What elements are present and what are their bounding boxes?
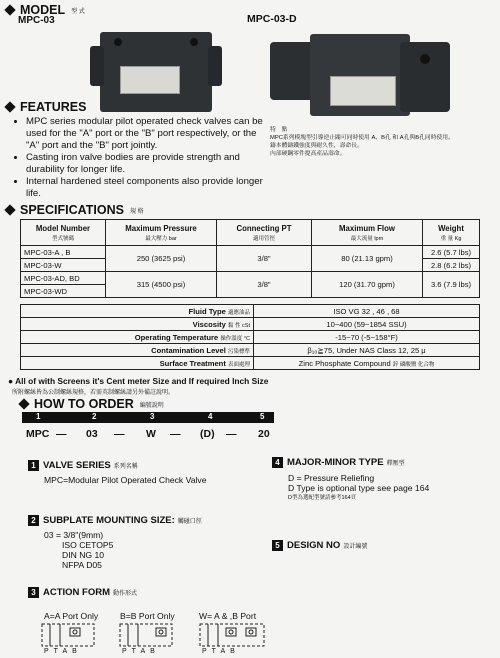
prop-row: Operating Temperature 操作溫度 °C -15~70 (-5~158°F)	[21, 331, 480, 344]
order-number-bar: 1 2 3 4 5	[22, 412, 274, 423]
table-row: MPC-03-W 2.8 (6.2 lbs)	[21, 259, 480, 272]
specs-note: ● All of with Screens it's Cent meter Size and If required Inch Size	[8, 376, 269, 386]
subplate-heading: 2 SUBPLATE MOUNTING SIZE: 觸碰口徑	[28, 515, 202, 526]
valve-image-mpc-03	[90, 26, 222, 114]
model-heading: MODEL 型 式	[6, 3, 85, 17]
action-form-heading: 3 ACTION FORM 動作形式	[28, 587, 137, 598]
prop-row: Fluid Type 適應油品 ISO VG 32 , 46 , 68	[21, 305, 480, 318]
specs-heading: SPECIFICATIONS 規 格	[6, 203, 144, 217]
features-list	[12, 116, 272, 200]
features-cjk: 特 點 MPC系列模塊型引導逆止閥可同時使用 A、B孔 和 A孔與B孔同時使用。 鑄本體鑄鐵強度與耐久性，壽命長。 內部硬鋼零件提高產品壽命。	[270, 127, 454, 157]
prop-row: Contamination Level 污染標準 β₁₀≧75, Under NAS Class 12, 25 μ	[21, 344, 480, 357]
major-minor-lines: D = Pressure Reliefing D Type is optional type see page 164 D型為選配型號請參考164頁	[288, 473, 430, 501]
action-form-w: W= A & ,B Port	[199, 611, 257, 621]
valve-image-mpc-03-d	[260, 26, 452, 126]
valve-series-text: MPC=Modular Pilot Operated Check Valve	[44, 475, 207, 485]
features-heading: FEATURES	[6, 100, 86, 114]
diamond-bullet-icon	[4, 204, 15, 215]
col-model: Model Number 型式號碼	[21, 220, 106, 246]
subplate-lines: 03 = 3/8"(9mm) ISO CETOP5 DIN NG 10 NFPA D05	[44, 530, 114, 570]
specs-props-table	[20, 304, 480, 370]
prop-row: Viscosity 黏 性 cSt 10~400 (59~1854 SSU)	[21, 318, 480, 331]
specs-note-cjk: 所附螺絲皆為公制螺絲規格，若需英制螺絲請另外備註說明。	[12, 390, 175, 396]
col-weight: Weight 重 量 Kg	[423, 220, 480, 246]
diamond-bullet-icon	[18, 398, 29, 409]
diamond-bullet-icon	[4, 4, 15, 15]
major-minor-heading: 4 MAJOR-MINOR TYPE 釋壓型	[272, 457, 405, 468]
feature-item: • Casting iron valve bodies are provide strength and durability for longer life.	[26, 152, 272, 176]
col-pt: Connecting PT 適用管徑	[217, 220, 312, 246]
specs-header-row	[21, 220, 480, 246]
valve-series-heading: 1 VALVE SERIES 系列名稱	[28, 460, 138, 471]
order-heading: HOW TO ORDER 編號說明	[20, 397, 164, 411]
table-row: MPC-03-AD, BD 315 (4500 psi) 3/8" 120 (31.70 gpm) 3.6 (7.9 lbs)	[21, 272, 480, 285]
model-name-d: MPC-03-D	[247, 13, 297, 25]
feature-item: • MPC series modular pilot operated check valves can be used for the "A" port or the "B" port respectively, or the "A" port and the "B" port jointly.	[26, 116, 272, 152]
prop-row: Surface Treatment 表面處理 Zinc Phosphate Compound 鋅 磷酸鹽 化合物	[21, 357, 480, 370]
ports-a: PTAB	[44, 648, 82, 655]
order-codes: MPC — 03 — W — (D) — 20	[26, 428, 270, 440]
design-no-heading: 5 DESIGN NO 設計編號	[272, 540, 367, 551]
col-flow: Maximum Flow 最大流量 lpm	[312, 220, 423, 246]
col-pressure: Maximum Pressure 最大壓力 bar	[106, 220, 217, 246]
action-form-b: B=B Port Only	[120, 611, 175, 621]
model-name: MPC-03	[18, 15, 55, 26]
specs-table	[20, 219, 480, 298]
table-row: MPC-03-WD	[21, 285, 480, 298]
diamond-bullet-icon	[4, 101, 15, 112]
ports-w: PTAB	[202, 648, 240, 655]
action-form-a: A=A Port Only	[44, 611, 99, 621]
feature-item: • Internal hardened steel components also provide longer life.	[26, 176, 272, 200]
table-row: MPC-03-A , B 250 (3625 psi) 3/8" 80 (21.13 gpm) 2.6 (5.7 lbs)	[21, 246, 480, 259]
ports-b: PTAB	[122, 648, 160, 655]
